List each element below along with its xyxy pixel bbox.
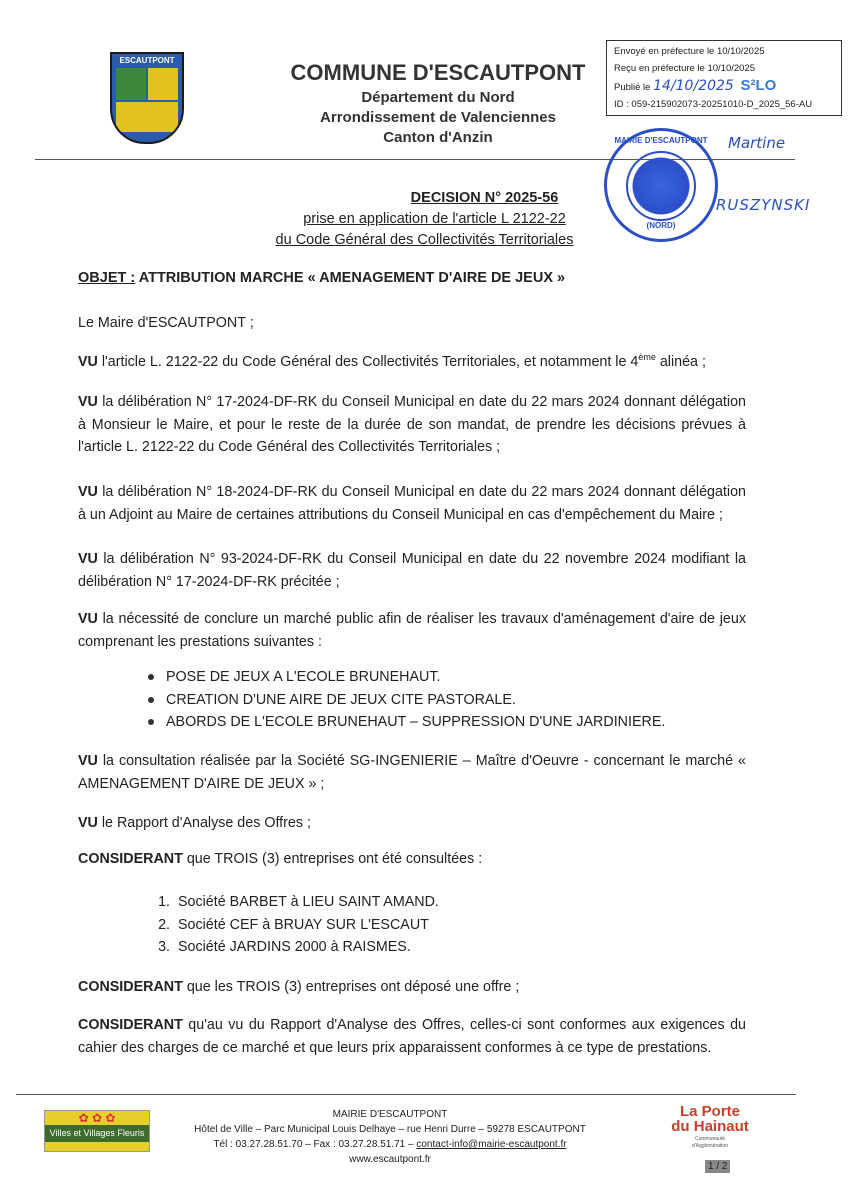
vu-paragraph-6: VU la consultation réalisée par la Société SG-INGENIERIE – Maître d'Oeuvre - concernant le marché « AMENAGEMENT D'AIRE DE JEUX » ; — [78, 753, 746, 792]
footer-contact: Tél : 03.27.28.51.70 – Fax : 03.27.28.51.71 – contact-info@mairie-escautpont.fr — [213, 1139, 567, 1150]
maire-line: Le Maire d'ESCAUTPONT ; — [78, 315, 254, 331]
header-arrondissement: Arrondissement de Valenciennes — [320, 109, 556, 126]
companies-list — [152, 891, 674, 959]
vu-paragraph-4: VU la délibération N° 93-2024-DF-RK du Conseil Municipal en date du 22 novembre 2024 modifiant la délibération N° 17-2024-DF-RK précitée ; — [78, 551, 746, 590]
escautpont-coat-of-arms-logo — [110, 52, 184, 144]
vu-paragraph-3: VU la délibération N° 18-2024-DF-RK du Conseil Municipal en date du 22 mars 2024 donnant délégation à un Adjoint au Maire de certaines attributions du Conseil Municipal en cas d'empêchement du Maire ; — [78, 484, 746, 523]
footer-divider — [16, 1094, 796, 1095]
considerant-1: CONSIDERANT que TROIS (3) entreprises ont été consultées : — [78, 851, 483, 867]
prestations-list — [148, 666, 748, 734]
decision-basis-1: prise en application de l'article L 2122-22 — [303, 211, 566, 227]
stamp-sent: Envoyé en préfecture le 10/10/2025 — [614, 46, 765, 57]
footer-org: MAIRIE D'ESCAUTPONT — [332, 1109, 448, 1120]
seal-bottom-text: (NORD) — [646, 221, 676, 230]
stamp-published-label: Publié le — [614, 82, 651, 93]
header-departement: Département du Nord — [361, 89, 515, 106]
logo-text: ESCAUTPONT — [112, 54, 182, 65]
header-canton: Canton d'Anzin — [383, 129, 493, 146]
considerant-3: CONSIDERANT qu'au vu du Rapport d'Analyse des Offres, celles-ci sont conformes aux exigences du cahier des charges de ce marché et que leurs prix apparaissent conformes à ce type de prestations. — [78, 1017, 746, 1056]
footer-email-link[interactable]: contact-info@mairie-escautpont.fr — [416, 1139, 567, 1150]
stamp-slo: S²LO — [740, 77, 777, 94]
considerant-2: CONSIDERANT que les TROIS (3) entreprises ont déposé une offre ; — [78, 979, 520, 995]
header-block — [280, 58, 596, 148]
list-item: CREATION D'UNE AIRE DE JEUX CITE PASTORALE. — [148, 689, 748, 712]
footer-address: Hôtel de Ville – Parc Municipal Louis Delhaye – rue Henri Durre – 59278 ESCAUTPONT — [194, 1124, 586, 1135]
vu-paragraph-1: VU l'article L. 2122-22 du Code Général des Collectivités Territoriales, et notamment le 4ème alinéa ; — [78, 352, 706, 370]
signature-line1: Martine — [728, 134, 786, 152]
objet — [78, 270, 565, 286]
decision-basis-2: du Code Général des Collectivités Territoriales — [275, 232, 574, 248]
villes-villages-fleuris-logo: ✿ ✿ ✿ Villes et Villages Fleuris — [44, 1110, 150, 1152]
header-commune: COMMUNE D'ESCAUTPONT — [290, 60, 586, 85]
prefecture-stamp — [606, 40, 842, 116]
stamp-published-date: 14/10/2025 — [653, 78, 734, 94]
page-number: 1 / 2 — [705, 1160, 730, 1173]
porte-du-hainaut-logo: La Porte du Hainaut Communauté d'Agglomération — [671, 1103, 749, 1149]
stamp-received: Reçu en préfecture le 10/10/2025 — [614, 63, 756, 74]
left-logo-text: Villes et Villages Fleuris — [45, 1125, 149, 1142]
vu-paragraph-7: VU le Rapport d'Analyse des Offres ; — [78, 815, 311, 831]
footer-website[interactable]: www.escautpont.fr — [349, 1154, 431, 1165]
objet-text: ATTRIBUTION MARCHE « AMENAGEMENT D'AIRE DE JEUX » — [135, 270, 566, 286]
list-item: ABORDS DE L'ECOLE BRUNEHAUT – SUPPRESSION D'UNE JARDINIERE. — [148, 711, 748, 734]
list-item: 1. Société BARBET à LIEU SAINT AMAND. — [174, 891, 674, 914]
seal-top-text: MAIRIE D'ESCAUTPONT — [614, 136, 708, 145]
list-item: POSE DE JEUX A L'ECOLE BRUNEHAUT. — [148, 666, 748, 689]
list-item: 3. Société JARDINS 2000 à RAISMES. — [174, 936, 674, 959]
vu-paragraph-2: VU la délibération N° 17-2024-DF-RK du Conseil Municipal en date du 22 mars 2024 donnant délégation à Monsieur le Maire, et pour le reste de la durée de son mandat, de prendre les décisions prévues à l'article L. 2122-22 du Code Général des Collectivités Territoriales ; — [78, 394, 746, 455]
stamp-id: ID : 059-215902073-20251010-D_2025_56-AU — [614, 99, 813, 110]
decision-number: DECISION N° 2025-56 — [410, 190, 559, 206]
list-item: 2. Société CEF à BRUAY SUR L'ESCAUT — [174, 914, 674, 937]
vu-paragraph-5: VU la nécessité de conclure un marché public afin de réaliser les travaux d'aménagement d'aire de jeux comprenant les prestations suivantes : — [78, 611, 746, 650]
objet-label: OBJET : — [78, 270, 136, 286]
signature-line2: RUSZYNSKI — [716, 196, 811, 214]
